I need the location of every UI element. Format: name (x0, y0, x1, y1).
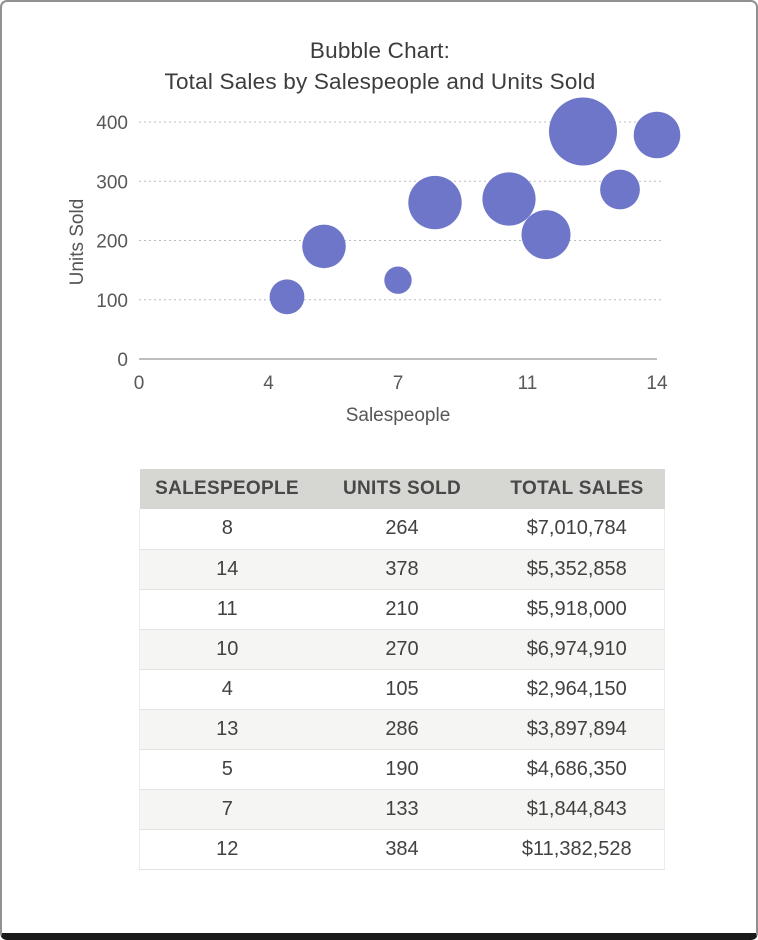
table-cell: 13 (140, 709, 315, 749)
table-row (140, 589, 665, 629)
table-cell: 384 (315, 829, 490, 869)
table-row (140, 829, 665, 869)
table-header-cell: UNITS SOLD (315, 469, 490, 509)
x-tick-label: 7 (392, 373, 404, 394)
x-tick-label: 11 (517, 373, 538, 394)
table-cell: 4 (140, 669, 315, 709)
table-row (140, 669, 665, 709)
bubble (600, 170, 640, 210)
table-cell: $5,352,858 (490, 549, 665, 589)
table-row (140, 629, 665, 669)
bubble (549, 98, 617, 166)
bubble (270, 279, 305, 314)
table-cell: 7 (140, 789, 315, 829)
table-cell: $11,382,528 (490, 829, 665, 869)
table-header-cell: TOTAL SALES (490, 469, 665, 509)
table-cell: 11 (140, 589, 315, 629)
data-table (139, 469, 665, 870)
table-cell: $7,010,784 (490, 509, 665, 549)
bubble (302, 225, 346, 269)
table-body (140, 509, 665, 869)
table-row (140, 749, 665, 789)
x-tick-label: 0 (133, 373, 145, 394)
y-tick-label: 0 (117, 350, 128, 371)
table-cell: 270 (315, 629, 490, 669)
y-axis-title: Units Sold (67, 198, 88, 286)
table-cell: $5,918,000 (490, 589, 665, 629)
table-cell: 12 (140, 829, 315, 869)
table-cell: $3,897,894 (490, 709, 665, 749)
table-cell: $6,974,910 (490, 629, 665, 669)
table-header-cell: SALESPEOPLE (140, 469, 315, 509)
y-tick-label: 200 (96, 231, 128, 253)
bubble (482, 172, 535, 225)
table-header-row (140, 469, 665, 509)
table-row (140, 549, 665, 589)
table-cell: 286 (315, 709, 490, 749)
table-cell: 105 (315, 669, 490, 709)
table-cell: 14 (140, 549, 315, 589)
table-row (140, 789, 665, 829)
y-tick-label: 300 (96, 172, 128, 194)
table-cell: 264 (315, 509, 490, 549)
bubble (384, 267, 411, 294)
table-cell: $1,844,843 (490, 789, 665, 829)
bubble (408, 176, 461, 229)
table-cell: 8 (140, 509, 315, 549)
x-axis-tick-labels (134, 373, 668, 394)
table-cell: $4,686,350 (490, 749, 665, 789)
x-axis-title: Salespeople (345, 405, 451, 426)
table-cell: 5 (140, 749, 315, 789)
chart-title-line2: Total Sales by Salespeople and Units Sold (164, 69, 596, 94)
y-axis-tick-labels (96, 113, 128, 371)
table-cell: 190 (315, 749, 490, 789)
bubble-chart (2, 2, 758, 447)
table-cell: $2,964,150 (490, 669, 665, 709)
table-row (140, 709, 665, 749)
chart-title-line1: Bubble Chart: (309, 38, 451, 63)
y-tick-label: 100 (96, 290, 128, 312)
x-tick-label: 14 (646, 373, 668, 394)
table-header (140, 469, 665, 509)
table-cell: 133 (315, 789, 490, 829)
table-cell: 378 (315, 549, 490, 589)
bubble-series (270, 98, 681, 315)
y-tick-label: 400 (96, 113, 128, 134)
x-tick-label: 4 (263, 373, 274, 394)
bubble (522, 210, 571, 259)
table-cell: 210 (315, 589, 490, 629)
table-row (140, 509, 665, 549)
table-cell: 10 (140, 629, 315, 669)
bubble (634, 112, 681, 159)
